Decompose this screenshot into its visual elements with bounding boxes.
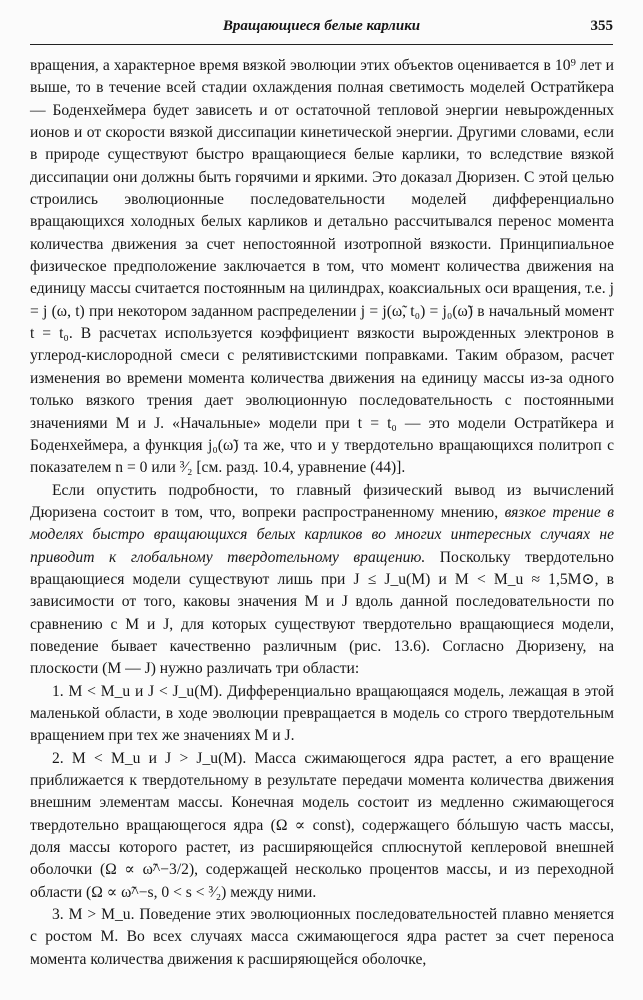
- page-body: [30, 55, 614, 971]
- paragraph-2-end: Поскольку твердотельно вращающиеся модели существуют лишь при J ≤ J_u(M) и M < M_u ≈ 1,5M⊙, в зависимости от того, каковы значения M и J вдоль данной последовательности по сравнению с M и J, для которых существуют твердотельно вращающиеся модели, поведение бывает качественно различным (рис. 13.6). Согласно Дюризену, на плоскости (M — J) нужно различать три области:: [30, 548, 614, 678]
- paragraph-2-start: Если опустить подробности, то главный физический вывод из вычислений Дюризена состоит в том, что, вопреки распространенному мнению,: [30, 481, 614, 521]
- page-header: [30, 16, 613, 42]
- paragraph-2: [30, 480, 614, 681]
- running-title: Вращающиеся белые карлики: [222, 18, 421, 34]
- paragraph-2-emphasis: вязкое трение в моделях быстро вращающихся белых карликов во многих интересных случаях не приводит к глобальному твердотельному вращению.: [30, 503, 614, 566]
- list-item-2: 2. M < M_u и J > J_u(M). Масса сжимающегося ядра растет, а его вращение приближается к твердотельному в результате передачи момента количества движения внешним элементам массы. Конечная модель состоит из медленно сжимающегося твердотельно вращающегося ядра (Ω ∝ const), содержащего бóльшую часть массы, доля массы которого растет, из расширяющейся сплюснутой кеплеровой внешней оболочки (Ω ∝ ω̃^−3/2), содержащей несколько процентов массы, и из переходной области (Ω ∝ ω̃^−s, 0 < s < ³⁄₂) между ними.: [30, 749, 614, 901]
- list-item-3: 3. M > M_u. Поведение этих эволюционных последовательностей плавно меняется с ростом M. Во всех случаях масса сжимающегося ядра растет за счет переноса момента количества движения к расширяющейся оболочке,: [30, 906, 614, 968]
- paragraph-1: вращения, а характерное время вязкой эволюции этих объектов оценивается в 10⁹ лет и выше, то в течение всей стадии охлаждения полная светимость моделей Остратйкера — Боденхеймера будет зависеть и от остаточной тепловой энергии невырожденных ионов и от скорости вязкой диссипации кинетической энергии. Другими словами, если в природе существуют быстро вращающиеся белые карлики, то вследствие вязкой диссипации они должны быть горячими и яркими. Это доказал Дюризен. С этой целью строились эволюционные последовательности моделей дифференциально вращающихся холодных белых карликов и детально рассчитывался перенос момента количества движения за счет непостоянной изотропной вязкости. Принципиальное физическое предположение заключается в том, что момент количества движения на единицу массы считается постоянным на цилиндрах, коаксиальных оси вращения, т.е. j = j (ω, t) при некотором заданном распределении j = j(ω̃, t₀) = j₀(ω̃) в начальный момент t = t₀. В расчетах используется коэффициент вязкости вырожденных электронов в углерод-кислородной смеси с релятивистскими поправками. Таким образом, расчет изменения во времени момента количества движения на единицу массы из-за одного только вязкого трения дает эволюционную последовательность с постоянными значениями M и J. «Начальные» модели при t = t₀ — это модели Остратйкера и Боденхеймера, а функция j₀(ω̃) та же, что и у твердотельно вращающихся политроп с показателем n = 0 или ³⁄₂ [см. разд. 10.4, уравнение (44)].: [30, 57, 614, 477]
- page-number: 355: [590, 18, 613, 34]
- header-rule: [30, 44, 613, 45]
- list-item-1: 1. M < M_u и J < J_u(M). Дифференциально вращающаяся модель, лежащая в этой маленькой области, в ходе эволюции превращается в модель со строго твердотельным вращением при тех же значениях M и J.: [30, 682, 614, 745]
